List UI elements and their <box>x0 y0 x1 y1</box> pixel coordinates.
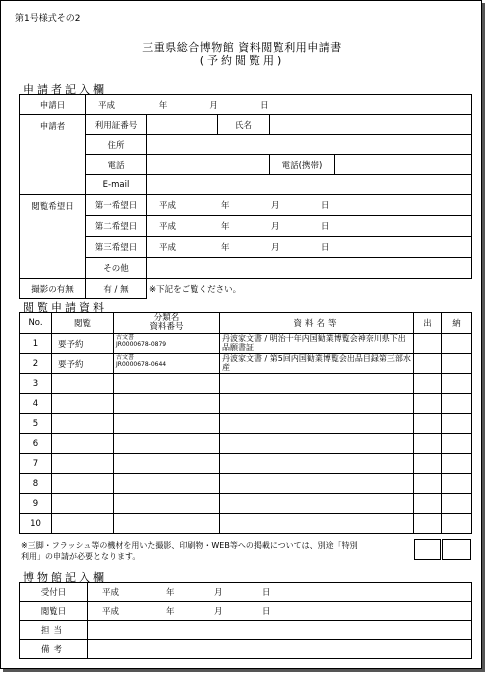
mobile-field[interactable] <box>335 155 472 175</box>
material-row <box>20 434 472 454</box>
class-number-field[interactable] <box>114 434 220 454</box>
email-label: E-mail <box>86 175 147 195</box>
in-check-field[interactable] <box>442 474 472 494</box>
era-label: 平成 <box>159 243 177 253</box>
card-number-field[interactable] <box>147 115 218 135</box>
in-check-field[interactable] <box>442 394 472 414</box>
view-status-field[interactable] <box>52 474 114 494</box>
material-number: JR0000678-0644 <box>116 361 167 368</box>
year-label: 年 <box>221 222 230 232</box>
material-row <box>20 474 472 494</box>
day-label: 日 <box>321 243 330 253</box>
material-name-field[interactable] <box>220 514 414 534</box>
application-date-field[interactable] <box>86 95 472 115</box>
received-date-field[interactable] <box>88 583 472 602</box>
in-stamp-box[interactable] <box>442 539 471 560</box>
applicant-label: 申請者 <box>20 115 86 195</box>
material-name-field[interactable]: 丹波家文書 / 明治十年内国勧業博覧会神奈川県下出品願書証 <box>220 334 414 354</box>
class-number-field[interactable] <box>114 394 220 414</box>
card-number-label: 利用証番号 <box>86 115 147 135</box>
class-number-field[interactable] <box>114 494 220 514</box>
row-number: 1 <box>20 334 52 354</box>
view-status-field[interactable] <box>52 494 114 514</box>
in-check-field[interactable] <box>442 514 472 534</box>
choice3-label: 第三希望日 <box>86 237 147 258</box>
out-check-field[interactable] <box>414 494 442 514</box>
other-label: その他 <box>86 258 147 279</box>
other-field[interactable] <box>147 258 472 279</box>
class-number-field[interactable] <box>114 374 220 394</box>
out-stamp-box[interactable] <box>414 539 441 560</box>
col-in-header: 納 <box>442 313 472 334</box>
year-label: 年 <box>221 201 230 211</box>
month-label: 月 <box>271 222 280 232</box>
row-number: 4 <box>20 394 52 414</box>
year-label: 年 <box>158 100 168 111</box>
class-number-field[interactable] <box>114 454 220 474</box>
era-label: 平成 <box>102 588 120 598</box>
viewing-date-field[interactable] <box>88 602 472 621</box>
material-name-field[interactable] <box>220 434 414 454</box>
form-title: 三重県総合博物館 資料閲覧利用申請書 <box>142 41 342 54</box>
era-label: 平成 <box>98 100 116 111</box>
material-name-field[interactable] <box>220 374 414 394</box>
col-class-header: 分類名 資料番号 <box>114 313 220 334</box>
material-number: JR0000678-0879 <box>116 341 167 348</box>
month-label: 月 <box>214 588 223 598</box>
material-name-field[interactable] <box>220 474 414 494</box>
materials-section-heading: 閲覧申請資料 <box>23 301 107 314</box>
choice3-date-field[interactable] <box>147 237 472 258</box>
year-label: 年 <box>221 243 230 253</box>
row-number: 6 <box>20 434 52 454</box>
class-number-field[interactable] <box>114 414 220 434</box>
phone-field[interactable] <box>147 155 270 175</box>
class-number-field[interactable] <box>114 334 220 354</box>
view-status-field[interactable] <box>52 454 114 474</box>
material-row <box>20 454 472 474</box>
in-check-field[interactable] <box>442 414 472 434</box>
remarks-field[interactable] <box>88 640 472 659</box>
view-status-field[interactable] <box>52 514 114 534</box>
address-label: 住所 <box>86 135 147 155</box>
row-number: 7 <box>20 454 52 474</box>
row-number: 9 <box>20 494 52 514</box>
choice1-date-field[interactable] <box>147 195 472 216</box>
year-label: 年 <box>166 588 175 598</box>
class-number-field[interactable] <box>114 474 220 494</box>
material-row <box>20 414 472 434</box>
received-date-label: 受付日 <box>20 583 88 602</box>
month-label: 月 <box>271 243 280 253</box>
mobile-label: 電話(携帯) <box>270 155 335 175</box>
applicant-table <box>19 94 472 299</box>
class-number-field[interactable] <box>114 354 220 374</box>
photo-options[interactable]: 有 / 無 <box>86 279 147 299</box>
class-name: 古文書 <box>116 354 135 361</box>
phone-label: 電話 <box>86 155 147 175</box>
choice2-label: 第二希望日 <box>86 216 147 237</box>
month-label: 月 <box>214 607 223 617</box>
year-label: 年 <box>166 607 175 617</box>
col-out-header: 出 <box>414 313 442 334</box>
material-row <box>20 394 472 414</box>
preferred-date-label: 閲覧希望日 <box>20 195 86 279</box>
row-number: 8 <box>20 474 52 494</box>
viewing-date-label: 閲覧日 <box>20 602 88 621</box>
material-row <box>20 354 472 374</box>
name-label: 氏名 <box>218 115 270 135</box>
month-label: 月 <box>209 100 218 111</box>
col-no-header: No. <box>20 313 52 334</box>
month-label: 月 <box>271 201 280 211</box>
row-number: 2 <box>20 354 52 374</box>
out-check-field[interactable] <box>414 334 442 354</box>
day-label: 日 <box>321 201 330 211</box>
view-status-field[interactable] <box>52 394 114 414</box>
in-check-field[interactable] <box>442 334 472 354</box>
out-check-field[interactable] <box>414 474 442 494</box>
material-row <box>20 374 472 394</box>
material-name-field[interactable] <box>220 394 414 414</box>
class-number-field[interactable] <box>114 514 220 534</box>
museum-table <box>19 582 472 659</box>
day-label: 日 <box>321 222 330 232</box>
out-check-field[interactable] <box>414 354 442 374</box>
in-check-field[interactable] <box>442 354 472 374</box>
out-check-field[interactable] <box>414 454 442 474</box>
out-check-field[interactable] <box>414 514 442 534</box>
view-status-field[interactable]: 要予約 <box>52 334 114 354</box>
era-label: 平成 <box>159 201 177 211</box>
staff-label: 担当 <box>20 621 88 640</box>
view-status-field[interactable]: 要予約 <box>52 354 114 374</box>
col-name-header: 資料名等 <box>220 313 414 334</box>
era-label: 平成 <box>102 607 120 617</box>
view-status-field[interactable] <box>52 414 114 434</box>
in-check-field[interactable] <box>442 434 472 454</box>
day-label: 日 <box>260 100 269 111</box>
view-status-field[interactable] <box>52 374 114 394</box>
applicant-section-heading: 申請者記入欄 <box>23 83 107 96</box>
materials-table <box>19 312 472 534</box>
out-check-field[interactable] <box>414 374 442 394</box>
row-number: 5 <box>20 414 52 434</box>
col-view-header: 閲覧 <box>52 313 114 334</box>
material-name-field[interactable]: 丹波家文書 / 第5回内国勧業博覧会出品目録第三部水産 <box>220 354 414 374</box>
note-line-1: ※三脚・フラッシュ等の機材を用いた撮影、印刷物・WEB等への掲載については、別途「特別 <box>21 541 358 550</box>
day-label: 日 <box>262 588 271 598</box>
choice2-date-field[interactable] <box>147 216 472 237</box>
material-name-field[interactable] <box>220 454 414 474</box>
material-row <box>20 494 472 514</box>
in-check-field[interactable] <box>442 454 472 474</box>
form-code: 第1号様式その2 <box>15 14 81 24</box>
note-line-2: 利用」の申請が必要となります。 <box>21 552 141 561</box>
choice1-label: 第一希望日 <box>86 195 147 216</box>
out-check-field[interactable] <box>414 394 442 414</box>
material-name-field[interactable] <box>220 494 414 514</box>
row-number: 10 <box>20 514 52 534</box>
material-row <box>20 514 472 534</box>
special-use-note <box>21 540 358 562</box>
email-field[interactable] <box>147 175 472 195</box>
material-name-field[interactable] <box>220 414 414 434</box>
name-field[interactable] <box>270 115 472 135</box>
remarks-label: 備考 <box>20 640 88 659</box>
out-check-field[interactable] <box>414 414 442 434</box>
class-name: 古文書 <box>116 334 135 341</box>
row-number: 3 <box>20 374 52 394</box>
out-check-field[interactable] <box>414 434 442 454</box>
day-label: 日 <box>262 607 271 617</box>
in-check-field[interactable] <box>442 494 472 514</box>
staff-field[interactable] <box>88 621 472 640</box>
photo-note: ※下記をご覧ください。 <box>147 279 472 299</box>
photo-label: 撮影の有無 <box>20 279 86 299</box>
museum-section-heading: 博物館記入欄 <box>23 571 107 584</box>
era-label: 平成 <box>159 222 177 232</box>
form-subtitle: (予約閲覧用) <box>199 54 285 67</box>
view-status-field[interactable] <box>52 434 114 454</box>
material-row <box>20 334 472 354</box>
address-field[interactable] <box>147 135 472 155</box>
application-date-label: 申請日 <box>20 95 86 115</box>
in-check-field[interactable] <box>442 374 472 394</box>
